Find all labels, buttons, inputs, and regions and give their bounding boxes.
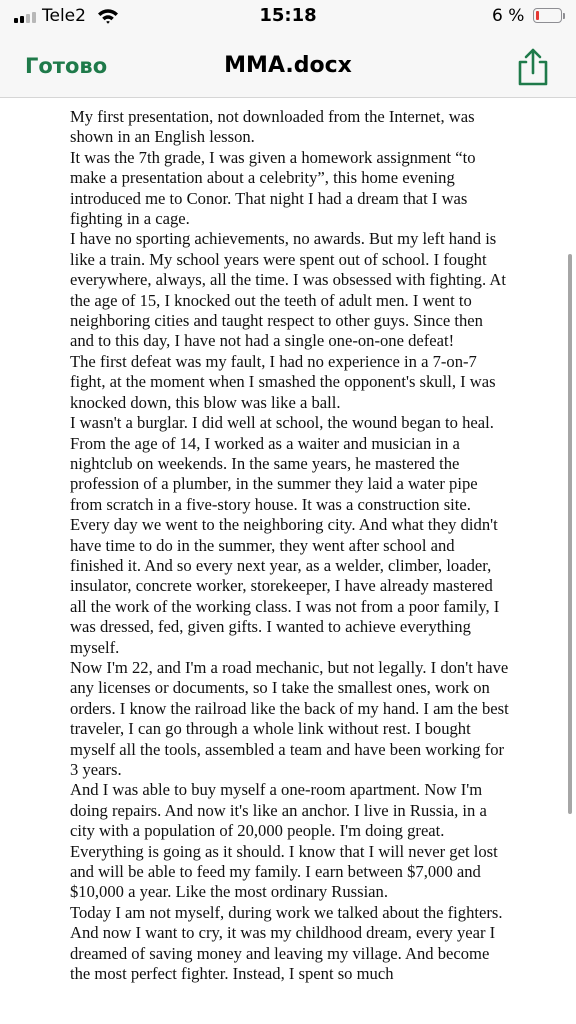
paragraph: I wasn't a burglar. I did well at school, the wound began to heal. bbox=[70, 413, 494, 433]
carrier-name: Tele2 bbox=[42, 6, 86, 26]
paragraph: And I was able to buy myself a one-room apartment. Now I'm doing repairs. And now it's like an anchor. I live in Russia, in a city with a population of 20,000 people. I'm doing great. Everything is going as it should. I know that I will never get lost and will be able to feed my family. I earn between $7,000 and $10,000 a year. Like the most ordinary Russian. bbox=[70, 780, 498, 902]
scroll-indicator[interactable] bbox=[568, 254, 572, 814]
share-icon[interactable] bbox=[515, 47, 551, 87]
battery-icon bbox=[533, 8, 562, 23]
document-body bbox=[70, 107, 510, 984]
paragraph: The first defeat was my fault, I had no experience in a 7-on-7 fight, at the moment when I smashed the opponent's skull, I was knocked down, this blow was like a ball. bbox=[70, 351, 496, 412]
paragraph: Today I am not myself, during work we talked about the fighters. And now I want to cry, it was my childhood dream, every year I dreamed of saving money and leaving my village. And become the most perfect fighter. Instead, I spent so much bbox=[70, 902, 503, 984]
battery-percentage: 6 % bbox=[492, 6, 525, 26]
paragraph: From the age of 14, I worked as a waiter and musician in a nightclub on weekends. In the same years, he mastered the profession of a plumber, in the summer they laid a water pipe from scratch in a five-story house. It was a construction site. Every day we went to the neighboring city. And what they didn't have time to do in the summer, they went after school and finished it. And so every next year, as a welder, climber, loader, insulator, concrete worker, storekeeper, I have already mastered all the work of the working class. I was not from a poor family, I was dressed, fed, given gifts. I wanted to achieve everything myself. bbox=[70, 433, 500, 657]
battery-cap bbox=[563, 13, 565, 19]
battery-level-fill bbox=[536, 11, 539, 20]
paragraph: I have no sporting achievements, no awards. But my left hand is like a train. My school years were spent out of school. I fought everywhere, always, all the time. I was obsessed with fighting. At the age of 15, I knocked out the teeth of adult men. I went to neighboring cities and taught respect to other guys. Since then and to this day, I have not had a single one-on-one defeat! bbox=[70, 229, 506, 351]
status-bar bbox=[0, 0, 576, 32]
document-title: MMA.docx bbox=[224, 53, 352, 78]
paragraph: Now I'm 22, and I'm a road mechanic, but not legally. I don't have any licenses or documents, so I take the smallest ones, work on orders. I know the railroad like the back of my hand. I am the best traveler, I can go through a whole link without rest. I bought myself all the tools, assembled a team and have been working for 3 years. bbox=[70, 657, 509, 779]
paragraph: My first presentation, not downloaded from the Internet, was shown in an English lesson. bbox=[70, 107, 475, 147]
document-viewer[interactable] bbox=[0, 99, 576, 1024]
done-button[interactable]: Готово bbox=[25, 54, 108, 78]
status-time: 15:18 bbox=[259, 5, 317, 26]
navigation-bar bbox=[0, 32, 576, 98]
paragraph: It was the 7th grade, I was given a homework assignment “to make a presentation about a celebrity”, this home evening introduced me to Conor. That night I had a dream that I was fighting in a cage. bbox=[70, 147, 476, 229]
